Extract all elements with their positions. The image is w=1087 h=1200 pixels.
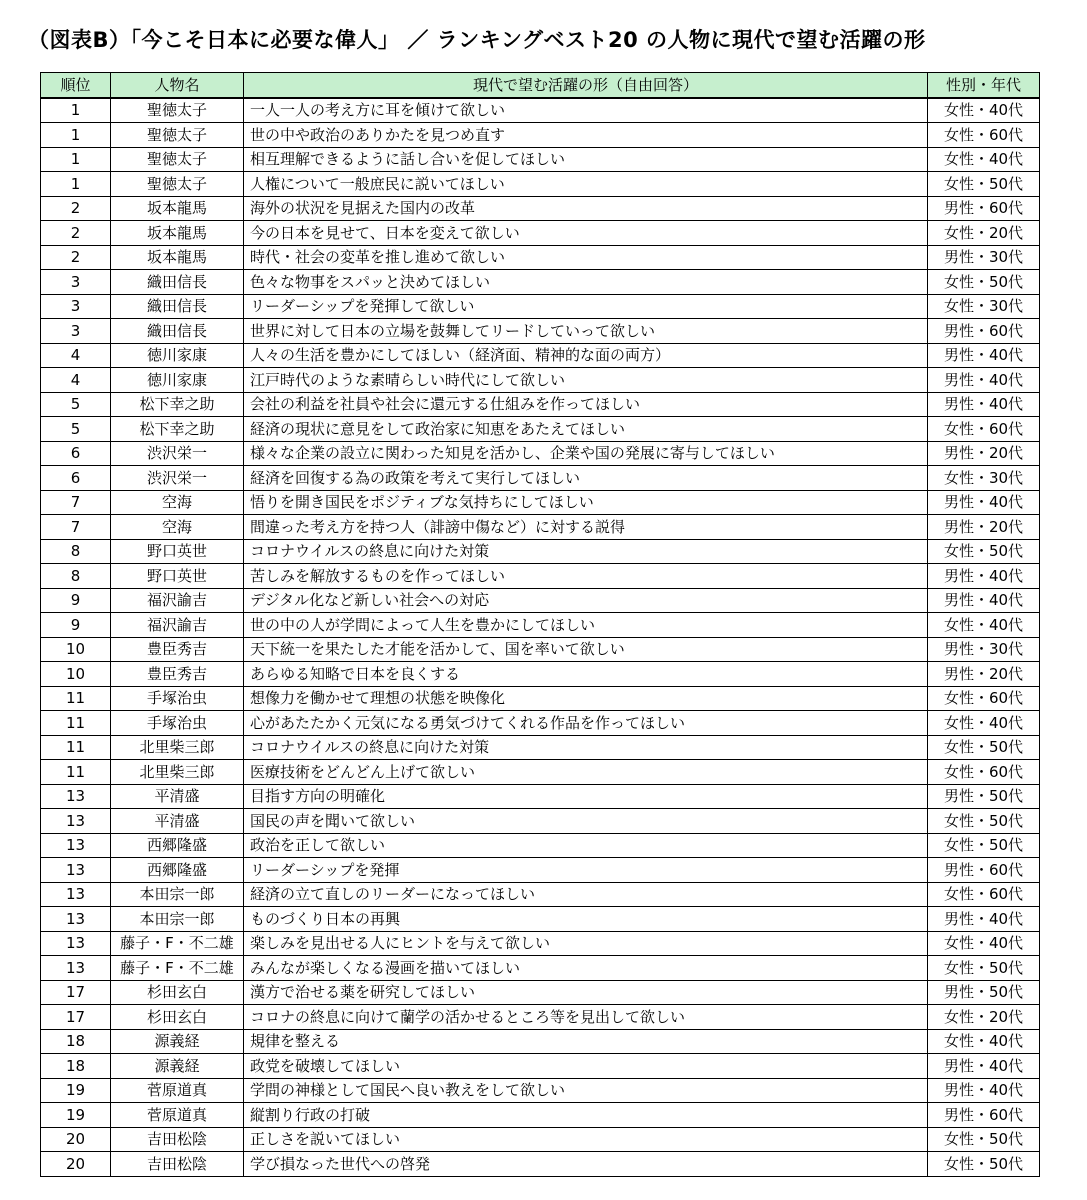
rank-cell: 1	[41, 98, 111, 123]
name-cell: 北里柴三郎	[111, 735, 244, 760]
attr-cell: 男性・40代	[928, 564, 1040, 589]
desc-cell: 今の日本を見せて、日本を変えて欲しい	[244, 221, 928, 246]
name-cell: 源義経	[111, 1054, 244, 1079]
desc-cell: 楽しみを見出せる人にヒントを与えて欲しい	[244, 931, 928, 956]
table-row	[41, 172, 1040, 197]
page-title: （図表B）「今こそ日本に必要な偉人」 ／ ランキングベスト20 の人物に現代で望む活躍の形	[28, 28, 926, 52]
name-cell: 聖徳太子	[111, 172, 244, 197]
rank-cell: 13	[41, 956, 111, 981]
name-cell: 西郷隆盛	[111, 858, 244, 883]
name-cell: 福沢諭吉	[111, 613, 244, 638]
rank-cell: 13	[41, 931, 111, 956]
attr-cell: 女性・60代	[928, 686, 1040, 711]
rank-cell: 20	[41, 1152, 111, 1177]
name-cell: 空海	[111, 515, 244, 540]
attr-cell: 女性・50代	[928, 172, 1040, 197]
desc-cell: コロナウイルスの終息に向けた対策	[244, 735, 928, 760]
name-cell: 吉田松陰	[111, 1152, 244, 1177]
rank-cell: 8	[41, 564, 111, 589]
attr-cell: 女性・40代	[928, 613, 1040, 638]
attr-cell: 男性・50代	[928, 980, 1040, 1005]
header-desc: 現代で望む活躍の形（自由回答）	[244, 73, 928, 98]
desc-cell: ものづくり日本の再興	[244, 907, 928, 932]
name-cell: 本田宗一郎	[111, 907, 244, 932]
table-row	[41, 858, 1040, 883]
table-row	[41, 1152, 1040, 1177]
desc-cell: 人々の生活を豊かにしてほしい（経済面、精神的な面の両方）	[244, 343, 928, 368]
rank-cell: 5	[41, 417, 111, 442]
name-cell: 平清盛	[111, 784, 244, 809]
desc-cell: 想像力を働かせて理想の状態を映像化	[244, 686, 928, 711]
name-cell: 菅原道真	[111, 1103, 244, 1128]
rank-cell: 8	[41, 539, 111, 564]
table-row	[41, 662, 1040, 687]
table-row	[41, 196, 1040, 221]
desc-cell: 経済の立て直しのリーダーになってほしい	[244, 882, 928, 907]
desc-cell: 漢方で治せる薬を研究してほしい	[244, 980, 928, 1005]
rank-cell: 19	[41, 1103, 111, 1128]
rank-cell: 5	[41, 392, 111, 417]
table-row	[41, 441, 1040, 466]
attr-cell: 男性・40代	[928, 490, 1040, 515]
table-row	[41, 711, 1040, 736]
attr-cell: 女性・60代	[928, 417, 1040, 442]
attr-cell: 女性・20代	[928, 1005, 1040, 1030]
table-row	[41, 784, 1040, 809]
name-cell: 野口英世	[111, 564, 244, 589]
desc-cell: 人権について一般庶民に説いてほしい	[244, 172, 928, 197]
name-cell: 藤子・F・不二雄	[111, 931, 244, 956]
desc-cell: 政治を正して欲しい	[244, 833, 928, 858]
name-cell: 源義経	[111, 1029, 244, 1054]
name-cell: 織田信長	[111, 270, 244, 295]
table-row	[41, 882, 1040, 907]
name-cell: 聖徳太子	[111, 98, 244, 123]
rank-cell: 6	[41, 441, 111, 466]
rank-cell: 11	[41, 735, 111, 760]
table-row	[41, 343, 1040, 368]
desc-cell: リーダーシップを発揮	[244, 858, 928, 883]
desc-cell: 世界に対して日本の立場を鼓舞してリードしていって欲しい	[244, 319, 928, 344]
attr-cell: 女性・40代	[928, 147, 1040, 172]
name-cell: 藤子・F・不二雄	[111, 956, 244, 981]
desc-cell: みんなが楽しくなる漫画を描いてほしい	[244, 956, 928, 981]
desc-cell: 様々な企業の設立に関わった知見を活かし、企業や国の発展に寄与してほしい	[244, 441, 928, 466]
attr-cell: 男性・60代	[928, 858, 1040, 883]
name-cell: 吉田松陰	[111, 1127, 244, 1152]
desc-cell: 世の中や政治のありかたを見つめ直す	[244, 123, 928, 148]
attr-cell: 男性・20代	[928, 662, 1040, 687]
table-row	[41, 466, 1040, 491]
rank-cell: 20	[41, 1127, 111, 1152]
rank-cell: 4	[41, 368, 111, 393]
attr-cell: 女性・50代	[928, 956, 1040, 981]
table-row	[41, 637, 1040, 662]
rank-cell: 6	[41, 466, 111, 491]
name-cell: 杉田玄白	[111, 980, 244, 1005]
attr-cell: 男性・40代	[928, 1078, 1040, 1103]
rank-cell: 17	[41, 1005, 111, 1030]
desc-cell: 正しさを説いてほしい	[244, 1127, 928, 1152]
rank-cell: 13	[41, 833, 111, 858]
table-row	[41, 564, 1040, 589]
header-rank: 順位	[41, 73, 111, 98]
desc-cell: 時代・社会の変革を推し進めて欲しい	[244, 245, 928, 270]
name-cell: 徳川家康	[111, 343, 244, 368]
table-row	[41, 613, 1040, 638]
desc-cell: 学び損なった世代への啓発	[244, 1152, 928, 1177]
attr-cell: 女性・40代	[928, 711, 1040, 736]
attr-cell: 男性・60代	[928, 196, 1040, 221]
desc-cell: 経済の現状に意見をして政治家に知恵をあたえてほしい	[244, 417, 928, 442]
rank-cell: 3	[41, 319, 111, 344]
desc-cell: あらゆる知略で日本を良くする	[244, 662, 928, 687]
rank-cell: 11	[41, 760, 111, 785]
name-cell: 松下幸之助	[111, 417, 244, 442]
attr-cell: 男性・40代	[928, 1054, 1040, 1079]
name-cell: 坂本龍馬	[111, 245, 244, 270]
attr-cell: 男性・20代	[928, 515, 1040, 540]
table-row	[41, 294, 1040, 319]
table-row	[41, 245, 1040, 270]
attr-cell: 女性・60代	[928, 760, 1040, 785]
rank-cell: 18	[41, 1054, 111, 1079]
attr-cell: 女性・50代	[928, 809, 1040, 834]
table-row	[41, 809, 1040, 834]
table-row	[41, 221, 1040, 246]
rank-cell: 3	[41, 270, 111, 295]
name-cell: 手塚治虫	[111, 686, 244, 711]
desc-cell: 色々な物事をスパッと決めてほしい	[244, 270, 928, 295]
rank-cell: 19	[41, 1078, 111, 1103]
rank-cell: 13	[41, 784, 111, 809]
rank-cell: 10	[41, 637, 111, 662]
name-cell: 渋沢栄一	[111, 466, 244, 491]
desc-cell: 経済を回復する為の政策を考えて実行してほしい	[244, 466, 928, 491]
table-row	[41, 368, 1040, 393]
name-cell: 平清盛	[111, 809, 244, 834]
desc-cell: 世の中の人が学問によって人生を豊かにしてほしい	[244, 613, 928, 638]
rank-cell: 13	[41, 882, 111, 907]
rank-cell: 1	[41, 172, 111, 197]
name-cell: 織田信長	[111, 319, 244, 344]
rank-cell: 18	[41, 1029, 111, 1054]
name-cell: 野口英世	[111, 539, 244, 564]
name-cell: 渋沢栄一	[111, 441, 244, 466]
attr-cell: 女性・60代	[928, 882, 1040, 907]
rank-cell: 2	[41, 196, 111, 221]
ranking-table	[40, 72, 1040, 1177]
table-row	[41, 956, 1040, 981]
attr-cell: 男性・40代	[928, 343, 1040, 368]
table-row	[41, 735, 1040, 760]
attr-cell: 女性・50代	[928, 833, 1040, 858]
desc-cell: 国民の声を聞いて欲しい	[244, 809, 928, 834]
attr-cell: 女性・40代	[928, 931, 1040, 956]
attr-cell: 男性・40代	[928, 588, 1040, 613]
desc-cell: 悟りを開き国民をポジティブな気持ちにしてほしい	[244, 490, 928, 515]
name-cell: 福沢諭吉	[111, 588, 244, 613]
table-row	[41, 833, 1040, 858]
desc-cell: コロナウイルスの終息に向けた対策	[244, 539, 928, 564]
name-cell: 豊臣秀吉	[111, 637, 244, 662]
table-row	[41, 907, 1040, 932]
attr-cell: 女性・30代	[928, 294, 1040, 319]
table-row	[41, 1103, 1040, 1128]
table-header-row	[41, 73, 1040, 98]
table-row	[41, 931, 1040, 956]
desc-cell: デジタル化など新しい社会への対応	[244, 588, 928, 613]
rank-cell: 9	[41, 613, 111, 638]
table-row	[41, 490, 1040, 515]
table-row	[41, 760, 1040, 785]
attr-cell: 男性・30代	[928, 245, 1040, 270]
rank-cell: 1	[41, 147, 111, 172]
table-row	[41, 417, 1040, 442]
table-row	[41, 123, 1040, 148]
table-row	[41, 319, 1040, 344]
rank-cell: 10	[41, 662, 111, 687]
name-cell: 聖徳太子	[111, 123, 244, 148]
table-row	[41, 515, 1040, 540]
table-row	[41, 1054, 1040, 1079]
attr-cell: 女性・50代	[928, 735, 1040, 760]
rank-cell: 13	[41, 858, 111, 883]
desc-cell: 苦しみを解放するものを作ってほしい	[244, 564, 928, 589]
desc-cell: 政党を破壊してほしい	[244, 1054, 928, 1079]
rank-cell: 1	[41, 123, 111, 148]
table-row	[41, 1029, 1040, 1054]
attr-cell: 男性・20代	[928, 441, 1040, 466]
desc-cell: 天下統一を果たした才能を活かして、国を率いて欲しい	[244, 637, 928, 662]
desc-cell: 間違った考え方を持つ人（誹謗中傷など）に対する説得	[244, 515, 928, 540]
desc-cell: コロナの終息に向けて蘭学の活かせるところ等を見出して欲しい	[244, 1005, 928, 1030]
name-cell: 手塚治虫	[111, 711, 244, 736]
table-row	[41, 588, 1040, 613]
table-row	[41, 1127, 1040, 1152]
attr-cell: 女性・20代	[928, 221, 1040, 246]
attr-cell: 女性・40代	[928, 98, 1040, 123]
attr-cell: 男性・50代	[928, 784, 1040, 809]
desc-cell: 学問の神様として国民へ良い教えをして欲しい	[244, 1078, 928, 1103]
name-cell: 坂本龍馬	[111, 221, 244, 246]
name-cell: 松下幸之助	[111, 392, 244, 417]
table-row	[41, 980, 1040, 1005]
attr-cell: 男性・40代	[928, 368, 1040, 393]
attr-cell: 男性・40代	[928, 907, 1040, 932]
name-cell: 北里柴三郎	[111, 760, 244, 785]
attr-cell: 女性・60代	[928, 123, 1040, 148]
desc-cell: 相互理解できるように話し合いを促してほしい	[244, 147, 928, 172]
rank-cell: 2	[41, 221, 111, 246]
attr-cell: 女性・50代	[928, 539, 1040, 564]
table-row	[41, 147, 1040, 172]
desc-cell: 会社の利益を社員や社会に還元する仕組みを作ってほしい	[244, 392, 928, 417]
rank-cell: 7	[41, 515, 111, 540]
desc-cell: 江戸時代のような素晴らしい時代にして欲しい	[244, 368, 928, 393]
name-cell: 豊臣秀吉	[111, 662, 244, 687]
rank-cell: 11	[41, 711, 111, 736]
name-cell: 西郷隆盛	[111, 833, 244, 858]
name-cell: 織田信長	[111, 294, 244, 319]
attr-cell: 女性・30代	[928, 466, 1040, 491]
name-cell: 空海	[111, 490, 244, 515]
rank-cell: 9	[41, 588, 111, 613]
attr-cell: 男性・60代	[928, 1103, 1040, 1128]
table-row	[41, 1078, 1040, 1103]
attr-cell: 男性・30代	[928, 637, 1040, 662]
table-row	[41, 392, 1040, 417]
attr-cell: 女性・50代	[928, 270, 1040, 295]
desc-cell: リーダーシップを発揮して欲しい	[244, 294, 928, 319]
desc-cell: 心があたたかく元気になる勇気づけてくれる作品を作ってほしい	[244, 711, 928, 736]
name-cell: 徳川家康	[111, 368, 244, 393]
header-attr: 性別・年代	[928, 73, 1040, 98]
rank-cell: 4	[41, 343, 111, 368]
attr-cell: 女性・50代	[928, 1152, 1040, 1177]
name-cell: 本田宗一郎	[111, 882, 244, 907]
rank-cell: 13	[41, 809, 111, 834]
table-row	[41, 686, 1040, 711]
name-cell: 菅原道真	[111, 1078, 244, 1103]
desc-cell: 一人一人の考え方に耳を傾けて欲しい	[244, 98, 928, 123]
desc-cell: 規律を整える	[244, 1029, 928, 1054]
desc-cell: 縦割り行政の打破	[244, 1103, 928, 1128]
attr-cell: 女性・50代	[928, 1127, 1040, 1152]
rank-cell: 2	[41, 245, 111, 270]
rank-cell: 7	[41, 490, 111, 515]
rank-cell: 3	[41, 294, 111, 319]
rank-cell: 17	[41, 980, 111, 1005]
desc-cell: 海外の状況を見据えた国内の改革	[244, 196, 928, 221]
name-cell: 聖徳太子	[111, 147, 244, 172]
desc-cell: 目指す方向の明確化	[244, 784, 928, 809]
attr-cell: 男性・60代	[928, 319, 1040, 344]
name-cell: 坂本龍馬	[111, 196, 244, 221]
rank-cell: 11	[41, 686, 111, 711]
table-row	[41, 1005, 1040, 1030]
name-cell: 杉田玄白	[111, 1005, 244, 1030]
table-row	[41, 270, 1040, 295]
table-row	[41, 539, 1040, 564]
attr-cell: 男性・40代	[928, 392, 1040, 417]
table-row	[41, 98, 1040, 123]
header-name: 人物名	[111, 73, 244, 98]
rank-cell: 13	[41, 907, 111, 932]
attr-cell: 女性・40代	[928, 1029, 1040, 1054]
desc-cell: 医療技術をどんどん上げて欲しい	[244, 760, 928, 785]
